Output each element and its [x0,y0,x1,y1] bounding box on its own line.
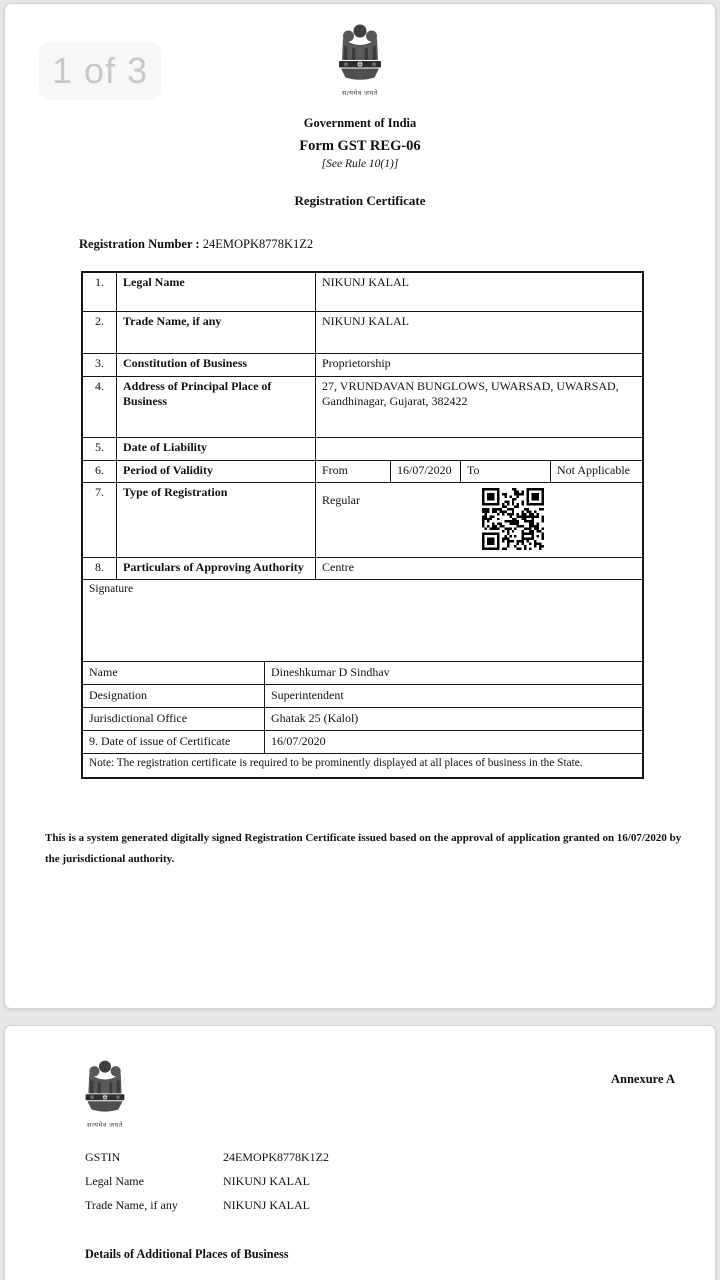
row-label: Period of Validity [117,461,316,482]
note-text: Note: The registration certificate is required to be prominently displayed at all places of business in the State. [89,757,583,769]
field-label: Legal Name [85,1174,144,1188]
row-value: Proprietorship [322,356,391,370]
form-name-text: Form GST REG-06 [299,138,421,154]
row-value: 27, VRUNDAVAN BUNGLOWS, UWARSAD, UWARSAD, Gandhinagar, Gujarat, 382422 [322,379,619,408]
row-number: 5. [83,438,117,460]
certificate-header [5,116,715,209]
registration-type-value: Regular [322,493,360,507]
authority-value: Ghatak 25 (Kalol) [271,711,359,725]
government-of-india-text: Government of India [303,116,417,130]
page-indicator-text: 1 of 3 [51,50,149,91]
table-row-type-of-registration [83,483,642,558]
table-row [83,312,642,354]
authority-row [83,708,642,731]
row-number: 3. [83,354,117,376]
row-label: Legal Name [117,273,316,311]
registration-number-label: Registration Number : [79,237,200,251]
authority-row [83,662,642,685]
note-row [83,754,642,777]
field-value: NIKUNJ KALAL [223,1174,310,1188]
field-value: 24EMOPK8778K1Z2 [223,1150,330,1164]
field-value: NIKUNJ KALAL [223,1198,310,1212]
row-value: NIKUNJ KALAL [322,275,409,289]
signature-label: Signature [89,583,134,595]
row-value [316,483,642,557]
validity-to-label: To [461,461,551,482]
authority-row [83,685,642,708]
field-label: GSTIN [85,1150,121,1164]
authority-value: Superintendent [271,688,344,702]
emblem-motto: सत्यमेव जयते [342,90,378,97]
row-label: Type of Registration [117,483,316,557]
authority-label: Designation [83,685,265,707]
certificate-table [81,271,644,779]
row-number: 4. [83,377,117,437]
national-emblem [81,1058,129,1129]
row-value: Centre [322,560,354,574]
document-page-2[interactable] [4,1025,716,1280]
page-indicator-badge [39,42,161,100]
table-row [83,354,642,377]
row-label: Particulars of Approving Authority [117,558,316,579]
row-label: Date of Liability [117,438,316,460]
additional-places-heading: Details of Additional Places of Business [85,1247,289,1261]
field-label: Trade Name, if any [85,1198,178,1212]
field-row [85,1150,329,1174]
rule-reference-text: [See Rule 10(1)] [321,158,399,170]
row-label: Address of Principal Place of Business [117,377,316,437]
table-row [83,558,642,580]
validity-from-label: From [316,461,391,482]
india-national-emblem-icon [334,22,386,82]
annexure-label: Annexure A [610,1072,675,1086]
india-national-emblem-icon [81,1058,129,1114]
certificate-title: Registration Certificate [294,193,426,208]
validity-to-value: Not Applicable [557,463,630,477]
validity-cells [316,461,642,482]
row-number: 1. [83,273,117,311]
row-value: NIKUNJ KALAL [322,314,409,328]
authority-value: 16/07/2020 [271,734,326,748]
registration-number-line [79,237,313,252]
qr-code [482,488,544,550]
row-number: 6. [83,461,117,482]
authority-label: 9. Date of issue of Certificate [83,731,265,753]
authority-row [83,731,642,754]
table-row [83,377,642,438]
authority-label: Jurisdictional Office [83,708,265,730]
row-label: Constitution of Business [117,354,316,376]
gstin-fields [85,1150,329,1222]
registration-number-value: 24EMOPK8778K1Z2 [202,237,314,251]
signature-row [83,580,642,662]
national-emblem [334,22,386,97]
row-number: 2. [83,312,117,353]
system-generated-footer: This is a system generated digitally signed Registration Certificate issued based on the approval of application granted on 16/07/2020 by the jurisdictional authority. [45,832,682,865]
row-number: 7. [83,483,117,557]
validity-from-value: 16/07/2020 [391,461,461,482]
table-row [83,273,642,312]
authority-value: Dineshkumar D Sindhav [271,665,390,679]
table-row [83,438,642,461]
authority-label: Name [83,662,265,684]
field-row [85,1174,329,1198]
row-label: Trade Name, if any [117,312,316,353]
field-row [85,1198,329,1222]
emblem-motto: सत्यमेव जयते [87,1122,123,1129]
row-value [316,438,642,460]
row-number: 8. [83,558,117,579]
table-row-period-of-validity [83,461,642,483]
document-page-1[interactable] [4,3,716,1009]
